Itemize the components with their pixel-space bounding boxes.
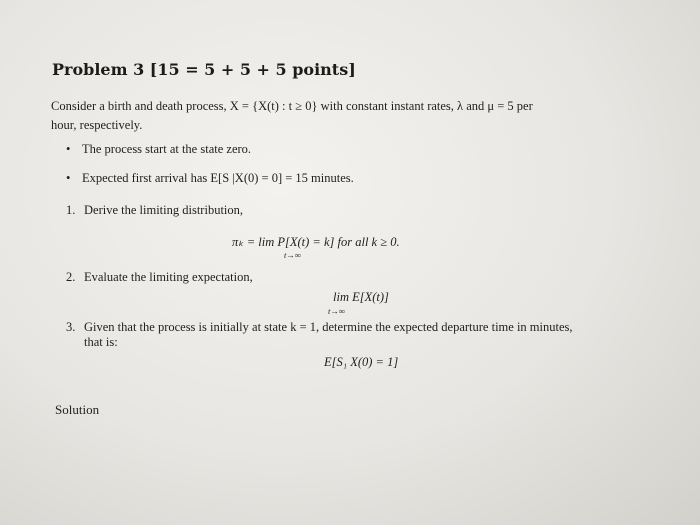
bullet-text: The process start at the state zero. bbox=[82, 142, 252, 156]
question-1 bbox=[66, 203, 243, 218]
formula-subscript: t→∞ bbox=[284, 250, 301, 260]
question-text-line-1: Given that the process is initially at state k = 1, determine the expected departure time in minutes, bbox=[84, 320, 573, 334]
question-text: Evaluate the limiting expectation, bbox=[84, 270, 253, 284]
question-text: Derive the limiting distribution, bbox=[84, 203, 244, 217]
bullet-item bbox=[66, 142, 251, 157]
intro-line-2: hour, respectively. bbox=[51, 118, 143, 132]
formula-limiting-distribution: πₖ = lim P[X(t) = k] for all k ≥ 0. bbox=[232, 235, 400, 249]
question-number: 1. bbox=[66, 203, 76, 217]
formula-limiting-expectation: lim E[X(t)] bbox=[333, 290, 389, 304]
problem-title: Problem 3 [15 = 5 + 5 + 5 points] bbox=[52, 60, 356, 79]
formula-subscript: t→∞ bbox=[328, 306, 345, 316]
bullet-icon: • bbox=[66, 142, 71, 156]
formula-expected-departure: E[S₁ X(0) = 1] bbox=[324, 355, 399, 369]
question-number: 2. bbox=[66, 270, 76, 284]
intro-line-1: Consider a birth and death process, X = {X(t) : t ≥ 0} with constant instant rates, λ and μ = 5 per bbox=[51, 99, 533, 113]
bullet-icon: • bbox=[66, 171, 71, 185]
solution-heading: Solution bbox=[55, 402, 100, 417]
bullet-text: Expected first arrival has E[S |X(0) = 0] = 15 minutes. bbox=[82, 171, 354, 185]
question-number: 3. bbox=[66, 320, 76, 334]
question-3 bbox=[66, 320, 686, 350]
question-text-line-2: that is: bbox=[84, 335, 118, 349]
bullet-item bbox=[66, 171, 354, 186]
problem-intro bbox=[51, 97, 691, 135]
question-2 bbox=[66, 270, 253, 285]
